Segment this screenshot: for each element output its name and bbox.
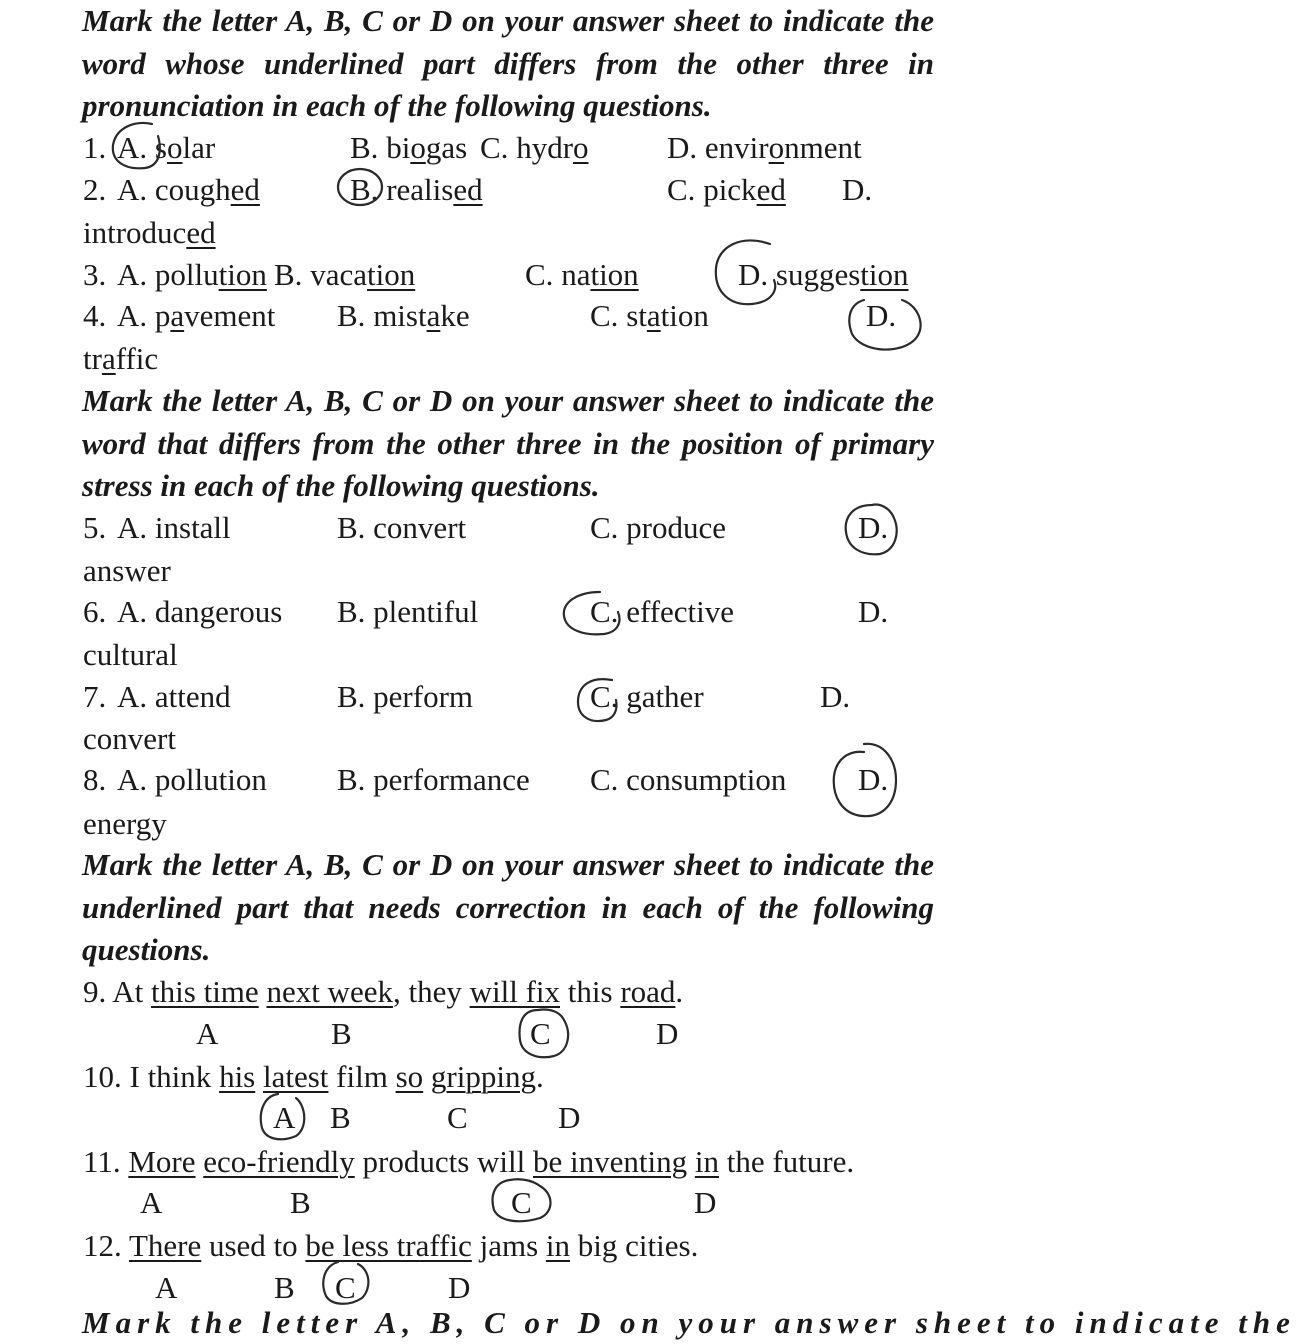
q11-sentence: 11. More eco-friendly products will be inventing in the future.	[83, 1144, 855, 1179]
q3-number: 3.	[83, 257, 107, 292]
q12-label-a[interactable]: A	[155, 1270, 178, 1305]
q4-number: 4.	[83, 298, 107, 333]
q6-option-a[interactable]: A. dangerous	[117, 594, 283, 629]
q12-label-c[interactable]: C	[335, 1270, 356, 1305]
q6-option-d-word[interactable]: cultural	[83, 637, 178, 672]
q8-option-a[interactable]: A. pollution	[117, 762, 267, 797]
q12-label-b[interactable]: B	[274, 1270, 295, 1305]
q2-option-d-letter[interactable]: D.	[842, 172, 873, 207]
q6-option-c[interactable]: C. effective	[590, 594, 735, 629]
q1-option-a[interactable]: A. solar	[117, 130, 216, 165]
q8-option-c[interactable]: C. consumption	[590, 762, 787, 797]
q1-number: 1.	[83, 130, 107, 165]
q11-label-a[interactable]: A	[140, 1185, 163, 1220]
q10-part-b[interactable]: latest	[263, 1059, 329, 1094]
q7-option-a[interactable]: A. attend	[117, 679, 231, 714]
q10-label-b[interactable]: B	[330, 1100, 351, 1135]
q11-part-d[interactable]: in	[694, 1144, 719, 1179]
q11-label-d[interactable]: D	[694, 1185, 717, 1220]
next-section-cutoff: Mark the letter A, B, C or D on your answer sheet to indicate the	[82, 1305, 1296, 1340]
q12-sentence: 12. There used to be less traffic jams in big cities.	[83, 1228, 699, 1263]
q10-part-a[interactable]: his	[219, 1059, 256, 1094]
q7-option-d-letter[interactable]: D.	[820, 679, 851, 714]
q8-option-d-word[interactable]: energy	[83, 806, 167, 841]
q9-part-a[interactable]: this time	[151, 974, 259, 1009]
q12-label-d[interactable]: D	[448, 1270, 471, 1305]
q7-number: 7.	[83, 679, 107, 714]
q10-sentence: 10. I think his latest film so gripping.	[83, 1059, 544, 1094]
q10-label-d[interactable]: D	[558, 1100, 581, 1135]
q10-part-d[interactable]: gripping	[430, 1059, 536, 1094]
q3-option-a[interactable]: A. pollution	[117, 257, 267, 292]
q5-option-d-letter[interactable]: D.	[858, 510, 889, 545]
q3-option-c[interactable]: C. nation	[525, 257, 639, 292]
q1-option-c[interactable]: C. hydro	[480, 130, 589, 165]
q3-option-b[interactable]: B. vacation	[274, 257, 416, 292]
q9-sentence: 9. At this time next week, they will fix this road.	[83, 974, 684, 1009]
q2-option-c[interactable]: C. picked	[667, 172, 786, 207]
q5-number: 5.	[83, 510, 107, 545]
q11-label-c[interactable]: C	[511, 1185, 532, 1220]
q7-option-d-word[interactable]: convert	[83, 721, 176, 756]
q12-part-b[interactable]: be less traffic	[305, 1228, 472, 1263]
q8-option-d-letter[interactable]: D.	[858, 762, 889, 797]
q7-option-b[interactable]: B. perform	[337, 679, 474, 714]
q9-part-d[interactable]: road	[620, 974, 676, 1009]
q9-label-b[interactable]: B	[331, 1016, 352, 1051]
q4-option-a[interactable]: A. pavement	[117, 298, 276, 333]
q5-option-b[interactable]: B. convert	[337, 510, 467, 545]
q4-option-d-letter[interactable]: D.	[866, 298, 897, 333]
q5-option-d-word[interactable]: answer	[83, 553, 171, 588]
q1-option-d[interactable]: D. environment	[667, 130, 862, 165]
q2-option-d-word[interactable]: introduced	[83, 215, 216, 250]
q10-label-c[interactable]: C	[447, 1100, 468, 1135]
q9-part-b[interactable]: next week	[266, 974, 393, 1009]
q2-option-a[interactable]: A. coughed	[117, 172, 260, 207]
q4-option-d-word[interactable]: traffic	[83, 341, 159, 376]
q1-option-b[interactable]: B. biogas	[350, 130, 468, 165]
q11-part-b[interactable]: eco-friendly	[203, 1144, 355, 1179]
q11-label-b[interactable]: B	[290, 1185, 311, 1220]
q2-option-b[interactable]: B. realised	[350, 172, 483, 207]
q8-option-b[interactable]: B. performance	[337, 762, 530, 797]
q11-part-c[interactable]: be inventing	[533, 1144, 688, 1179]
q12-part-c[interactable]: in	[545, 1228, 571, 1263]
q3-option-d[interactable]: D. suggestion	[738, 257, 909, 292]
q9-label-d[interactable]: D	[656, 1016, 679, 1051]
q4-option-c[interactable]: C. station	[590, 298, 709, 333]
q4-option-b[interactable]: B. mistake	[337, 298, 470, 333]
q5-option-a[interactable]: A. install	[117, 510, 231, 545]
q6-number: 6.	[83, 594, 107, 629]
q6-option-b[interactable]: B. plentiful	[337, 594, 479, 629]
q9-part-c[interactable]: will fix	[469, 974, 561, 1009]
q10-part-c[interactable]: so	[395, 1059, 424, 1094]
q7-option-c[interactable]: C. gather	[590, 679, 704, 714]
section-2-instruction: Mark the letter A, B, C or D on your answer sheet to indicate the word that differs from the other three in the position of primary stress in each of the following questions.	[82, 383, 934, 503]
q9-label-c[interactable]: C	[530, 1016, 551, 1051]
q2-number: 2.	[83, 172, 107, 207]
section-3-instruction: Mark the letter A, B, C or D on your answer sheet to indicate the underlined part that needs correction in each of the following questions.	[82, 847, 934, 967]
q6-option-d-letter[interactable]: D.	[858, 594, 889, 629]
q10-label-a[interactable]: A	[273, 1100, 296, 1135]
section-1-instruction: Mark the letter A, B, C or D on your answer sheet to indicate the word whose underlined part differs from the other three in pronunciation in each of the following questions.	[82, 3, 934, 123]
q11-part-a[interactable]: More	[128, 1144, 196, 1179]
q5-option-c[interactable]: C. produce	[590, 510, 727, 545]
q12-part-a[interactable]: There	[128, 1228, 202, 1263]
q8-number: 8.	[83, 762, 107, 797]
q9-label-a[interactable]: A	[196, 1016, 219, 1051]
